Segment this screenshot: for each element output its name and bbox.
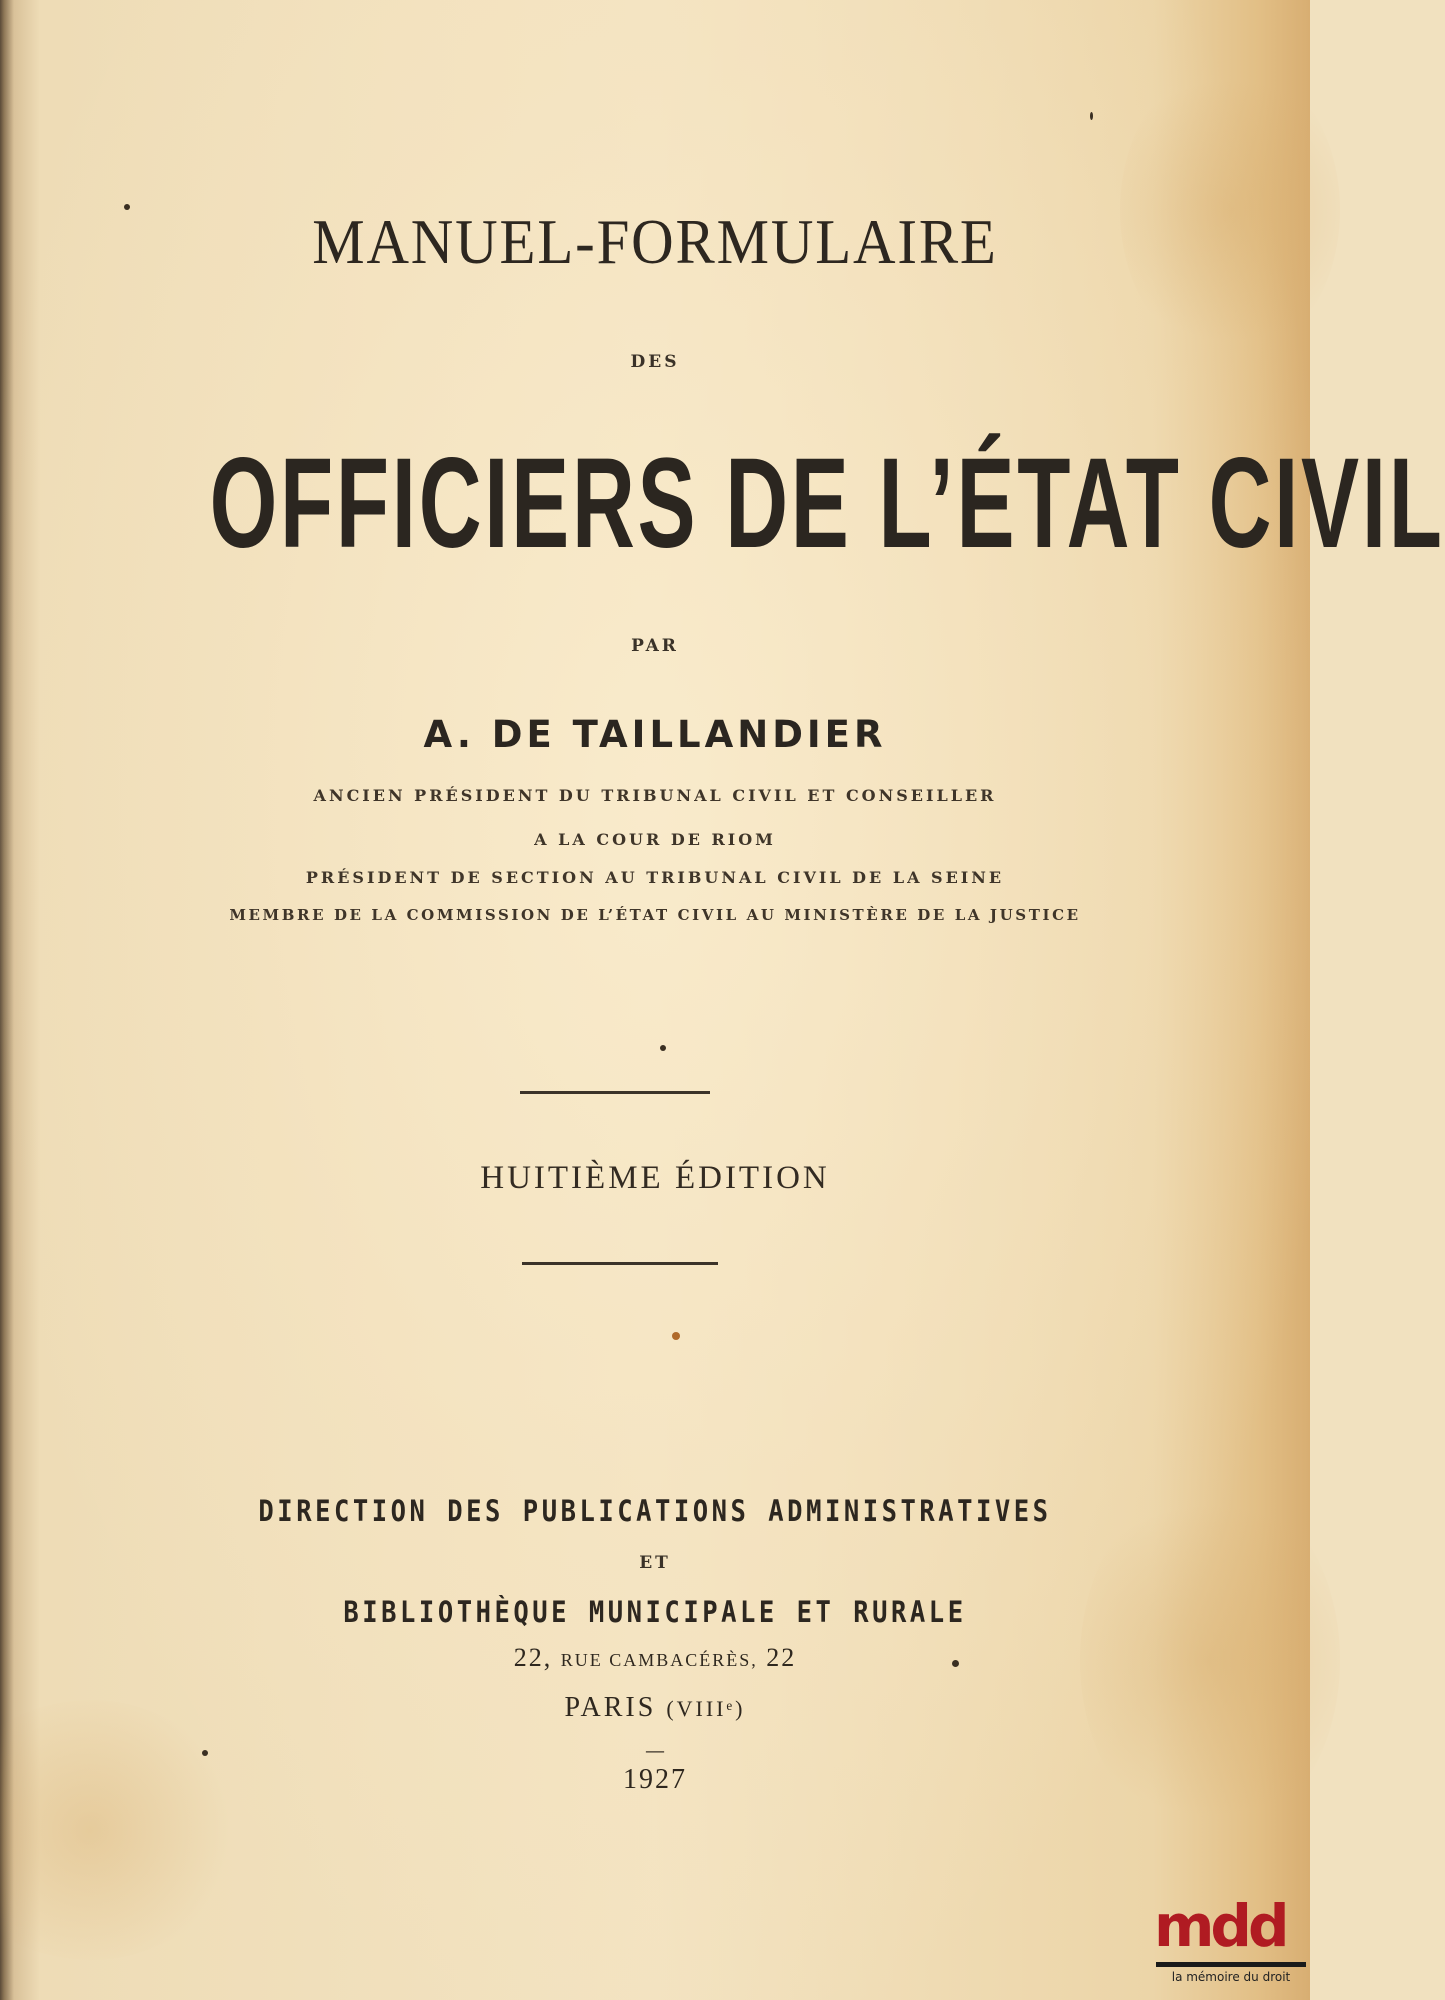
publisher-logo: [1148, 1890, 1308, 1990]
publisher-city: [0, 1692, 1310, 1724]
address-number: 22,: [513, 1643, 553, 1672]
title-main: OFFICIERS DE L’ÉTAT CIVIL: [209, 432, 1445, 575]
separator-dash: —: [645, 1738, 665, 1762]
paper-speck: [952, 1660, 959, 1667]
logo-bar: [1156, 1962, 1306, 1967]
address-number-end: 22: [766, 1643, 797, 1672]
paper-speck: [672, 1332, 680, 1340]
arrondissement: (VIIIᵉ): [666, 1696, 746, 1721]
author-name: A. DE TAILLANDIER: [423, 713, 887, 756]
publisher-address: [0, 1643, 1310, 1673]
paper-speck: [202, 1750, 208, 1756]
city-name: PARIS: [564, 1692, 657, 1723]
des-label: DES: [630, 352, 680, 372]
divider-rule: [522, 1262, 718, 1265]
credential-line: A LA COUR DE RIOM: [534, 830, 776, 849]
divider-rule: [520, 1091, 710, 1094]
address-street: RUE CAMBACÉRÈS,: [560, 1650, 758, 1670]
edition-label: HUITIÈME ÉDITION: [480, 1160, 830, 1196]
publication-year: 1927: [623, 1764, 687, 1795]
title-top: MANUEL-FORMULAIRE: [312, 206, 998, 277]
publisher-line: DIRECTION DES PUBLICATIONS ADMINISTRATIVES: [258, 1494, 1052, 1528]
publisher-line: BIBLIOTHÈQUE MUNICIPALE ET RURALE: [343, 1595, 967, 1629]
logo-caption: la mémoire du droit: [1171, 1970, 1291, 1984]
par-label: PAR: [631, 636, 679, 656]
et-label: ET: [639, 1553, 671, 1573]
paper-speck: [660, 1045, 666, 1051]
logo-mark: mdd: [1154, 1892, 1286, 1960]
credential-line: ANCIEN PRÉSIDENT DU TRIBUNAL CIVIL ET CONSEILLER: [313, 786, 997, 805]
paper-speck: [1090, 112, 1093, 120]
paper-speck: [124, 204, 130, 210]
credential-line: MEMBRE DE LA COMMISSION DE L’ÉTAT CIVIL AU MINISTÈRE DE LA JUSTICE: [229, 906, 1081, 924]
credential-line: PRÉSIDENT DE SECTION AU TRIBUNAL CIVIL DE LA SEINE: [305, 868, 1005, 887]
